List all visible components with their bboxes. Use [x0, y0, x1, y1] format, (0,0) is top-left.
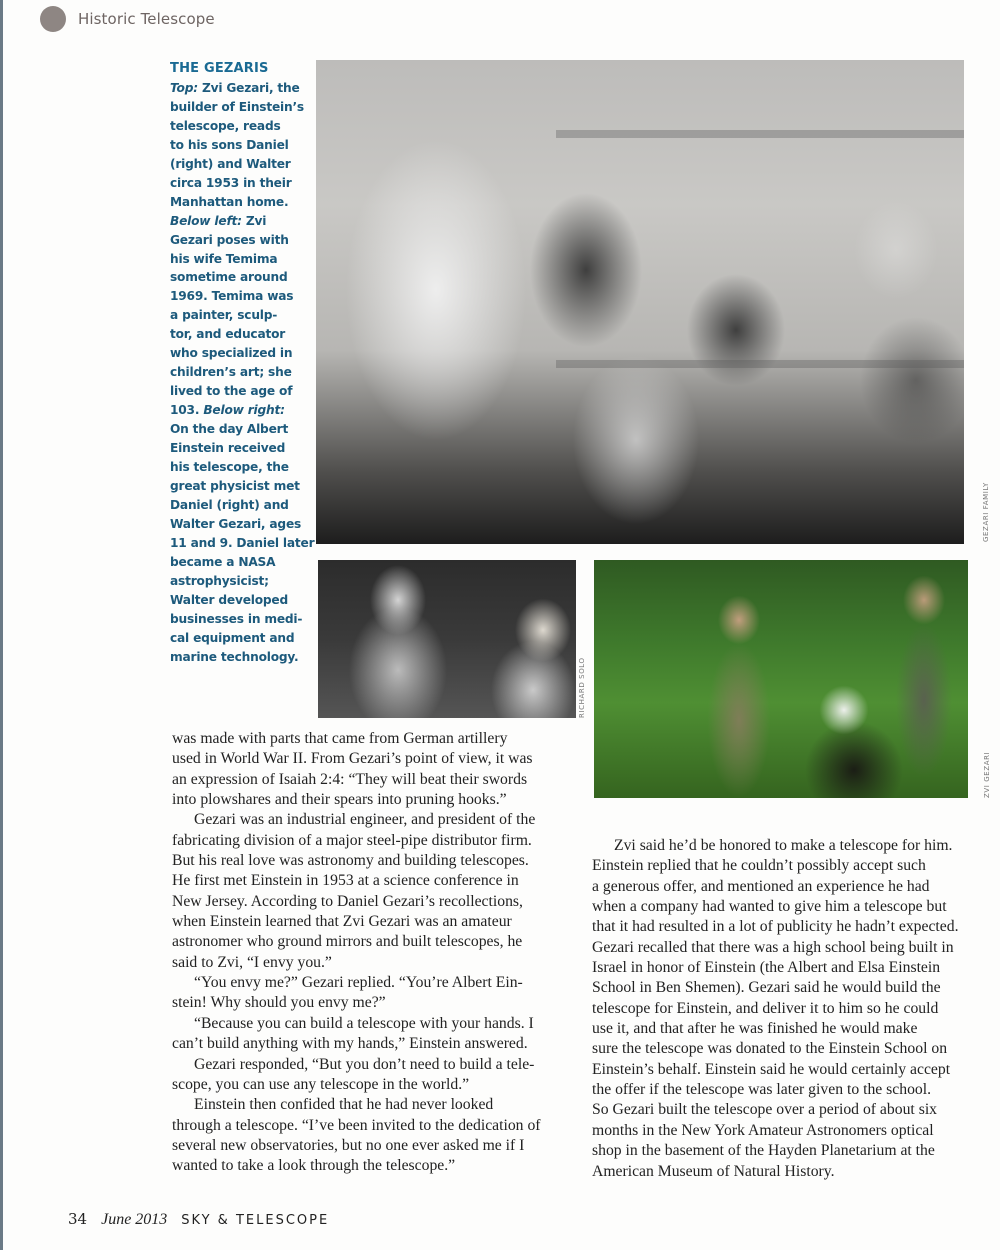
article-line: Gezari recalled that there was a high school being built in: [592, 938, 954, 956]
caption-text: Einstein received: [170, 441, 286, 456]
page-number: 34: [68, 1210, 88, 1228]
caption-line: [170, 439, 308, 458]
article-line: Israel in honor of Einstein (the Albert and Elsa Einstein: [592, 959, 941, 977]
caption-line: [170, 155, 308, 174]
article-line: fabricating division of a major steel-pipe distributor firm.: [172, 831, 532, 849]
article-line: But his real love was astronomy and building telescopes.: [172, 852, 529, 870]
caption-text: builder of Einstein’s: [170, 99, 304, 114]
article-line: was made with parts that came from German artillery: [172, 730, 508, 747]
article-column-right: [592, 836, 992, 1182]
article-line: “Because you can build a telescope with your hands. I: [194, 1014, 534, 1032]
article-line: a generous offer, and mentioned an experience he had: [592, 877, 930, 895]
article-line: School in Ben Shemen). Gezari said he would build the: [592, 979, 941, 997]
caption-text: 103.: [170, 403, 204, 418]
article-line: use it, and that after he was finished he would make: [592, 1020, 918, 1038]
photo-einstein-with-boys: [594, 560, 968, 798]
caption-heading: THE GEZARIS: [170, 61, 269, 76]
article-line: when a company had wanted to give him a telescope but: [592, 898, 947, 916]
caption-line: [170, 496, 308, 515]
photo-caption: [170, 60, 315, 667]
caption-line: [170, 382, 308, 401]
caption-text: tor, and educator: [170, 327, 286, 342]
caption-line: [170, 325, 308, 344]
article-line: Gezari was an industrial engineer, and president of the: [194, 811, 536, 829]
article-line: New Jersey. According to Daniel Gezari’s recollections,: [172, 892, 523, 910]
article-line: months in the New York Amateur Astronomers optical: [592, 1121, 934, 1139]
caption-text: astrophysicist;: [170, 573, 269, 588]
photo-zvi-and-temima: [318, 560, 576, 718]
caption-text: cal equipment and: [170, 630, 295, 645]
article-line: “You envy me?” Gezari replied. “You’re Albert Ein-: [194, 974, 523, 992]
caption-text: marine technology.: [170, 649, 299, 664]
caption-text: Manhattan home.: [170, 194, 289, 209]
article-line: Zvi said he’d be honored to make a telescope for him.: [614, 837, 953, 854]
magazine-name: SKY & TELESCOPE: [181, 1213, 330, 1228]
caption-text: Walter developed: [170, 592, 289, 607]
caption-line: [170, 306, 308, 325]
caption-text: great physicist met: [170, 478, 300, 493]
article-line: used in World War II. From Gezari’s point of view, it was: [172, 750, 533, 768]
caption-line: [170, 212, 308, 231]
caption-line: [170, 344, 308, 363]
caption-line: [170, 629, 308, 648]
article-column-left: [172, 729, 577, 1177]
caption-text: sometime around: [170, 270, 288, 285]
article-line: telescope for Einstein, and deliver it to him so he could: [592, 999, 939, 1017]
caption-line: [170, 117, 308, 136]
caption-line: [170, 250, 308, 269]
article-line: scope, you can use any telescope in the world.”: [172, 1075, 470, 1093]
caption-text: who specialized in: [170, 346, 293, 361]
caption-text: a painter, sculp-: [170, 308, 278, 323]
photo-credit-top: GEZARI FAMILY: [982, 482, 990, 542]
caption-line: [170, 79, 308, 98]
article-line: sure the telescope was donated to the Einstein School on: [592, 1040, 948, 1058]
caption-line: [170, 98, 308, 117]
article-line: Einstein’s behalf. Einstein said he would certainly accept: [592, 1060, 951, 1078]
caption-text: Walter Gezari, ages: [170, 516, 302, 531]
caption-body: [170, 79, 315, 667]
article-line: when Einstein learned that Zvi Gezari was an amateur: [172, 913, 512, 931]
caption-text: Daniel (right) and: [170, 497, 289, 512]
caption-text: circa 1953 in their: [170, 175, 292, 190]
caption-text: his telescope, the: [170, 460, 289, 475]
article-line: that it had resulted in a lot of publicity he hadn’t expected.: [592, 918, 959, 936]
caption-label: Top:: [170, 80, 198, 95]
article-line: shop in the basement of the Hayden Planetarium at the: [592, 1142, 935, 1160]
caption-text: businesses in medi-: [170, 611, 303, 626]
article-line: So Gezari built the telescope over a period of about six: [592, 1101, 938, 1119]
caption-text: Zvi: [241, 213, 267, 228]
caption-line: [170, 136, 308, 155]
section-dot-icon: [40, 6, 66, 32]
article-line: into plowshares and their spears into pruning hooks.”: [172, 791, 507, 809]
caption-line: [170, 193, 308, 212]
caption-text: to his sons Daniel: [170, 137, 289, 152]
caption-text: his wife Temima: [170, 251, 278, 266]
article-line: stein! Why should you envy me?”: [172, 994, 386, 1012]
article-line: said to Zvi, “I envy you.”: [172, 953, 332, 971]
caption-line: [170, 420, 308, 439]
caption-line: [170, 572, 308, 591]
caption-line: [170, 363, 308, 382]
page-edge: [0, 0, 3, 1250]
photo-credit-right: ZVI GEZARI: [983, 751, 991, 798]
caption-text: (right) and Walter: [170, 156, 291, 171]
caption-line: [170, 401, 308, 420]
article-line: Einstein replied that he couldn’t possibly accept such: [592, 857, 926, 875]
article-line: wanted to take a look through the telescope.”: [172, 1157, 456, 1175]
caption-line: [170, 268, 308, 287]
article-line: Einstein then confided that he had never looked: [194, 1096, 494, 1114]
section-title: Historic Telescope: [78, 10, 215, 28]
article-line: Gezari responded, “But you don’t need to build a tele-: [194, 1055, 535, 1073]
caption-text: telescope, reads: [170, 118, 281, 133]
caption-line: [170, 458, 308, 477]
issue-date: June 2013: [101, 1211, 168, 1228]
article-line: through a telescope. “I’ve been invited to the dedication of: [172, 1116, 541, 1134]
caption-text: 1969. Temima was: [170, 289, 294, 304]
caption-label: Below right:: [203, 403, 285, 418]
article-line: the offer if the telescope was later given to the school.: [592, 1081, 932, 1099]
caption-line: [170, 591, 308, 610]
page-footer: [68, 1210, 329, 1229]
photo-credit-left: RICHARD SOLO: [578, 657, 586, 718]
caption-line: [170, 553, 308, 572]
caption-label: Below left:: [170, 213, 242, 228]
caption-line: [170, 231, 308, 250]
caption-text: On the day Albert: [170, 422, 289, 437]
article-line: can’t build anything with my hands,” Einstein answered.: [172, 1035, 528, 1053]
article-line: several new observatories, but no one ever asked me if I: [172, 1136, 525, 1154]
caption-line: [170, 534, 315, 553]
caption-text: children’s art; she: [170, 365, 292, 380]
photo-gezari-family-reading: [316, 60, 964, 544]
caption-line: [170, 174, 308, 193]
photo-wall-molding: [556, 130, 964, 138]
article-line: an expression of Isaiah 2:4: “They will beat their swords: [172, 770, 528, 788]
caption-line: [170, 477, 308, 496]
caption-line: [170, 610, 308, 629]
caption-line: [170, 515, 308, 534]
article-line: American Museum of Natural History.: [592, 1162, 835, 1180]
article-line: He first met Einstein in 1953 at a science conference in: [172, 872, 519, 890]
section-header: [40, 6, 215, 32]
caption-text: 11 and 9. Daniel later: [170, 535, 315, 550]
caption-text: became a NASA: [170, 554, 276, 569]
caption-text: lived to the age of: [170, 384, 293, 399]
caption-text: Gezari poses with: [170, 232, 289, 247]
article-line: astronomer who ground mirrors and built telescopes, he: [172, 933, 523, 951]
caption-line: [170, 648, 308, 667]
caption-text: Zvi Gezari, the: [197, 80, 300, 95]
photo-wall-molding: [556, 360, 964, 368]
caption-line: [170, 287, 308, 306]
